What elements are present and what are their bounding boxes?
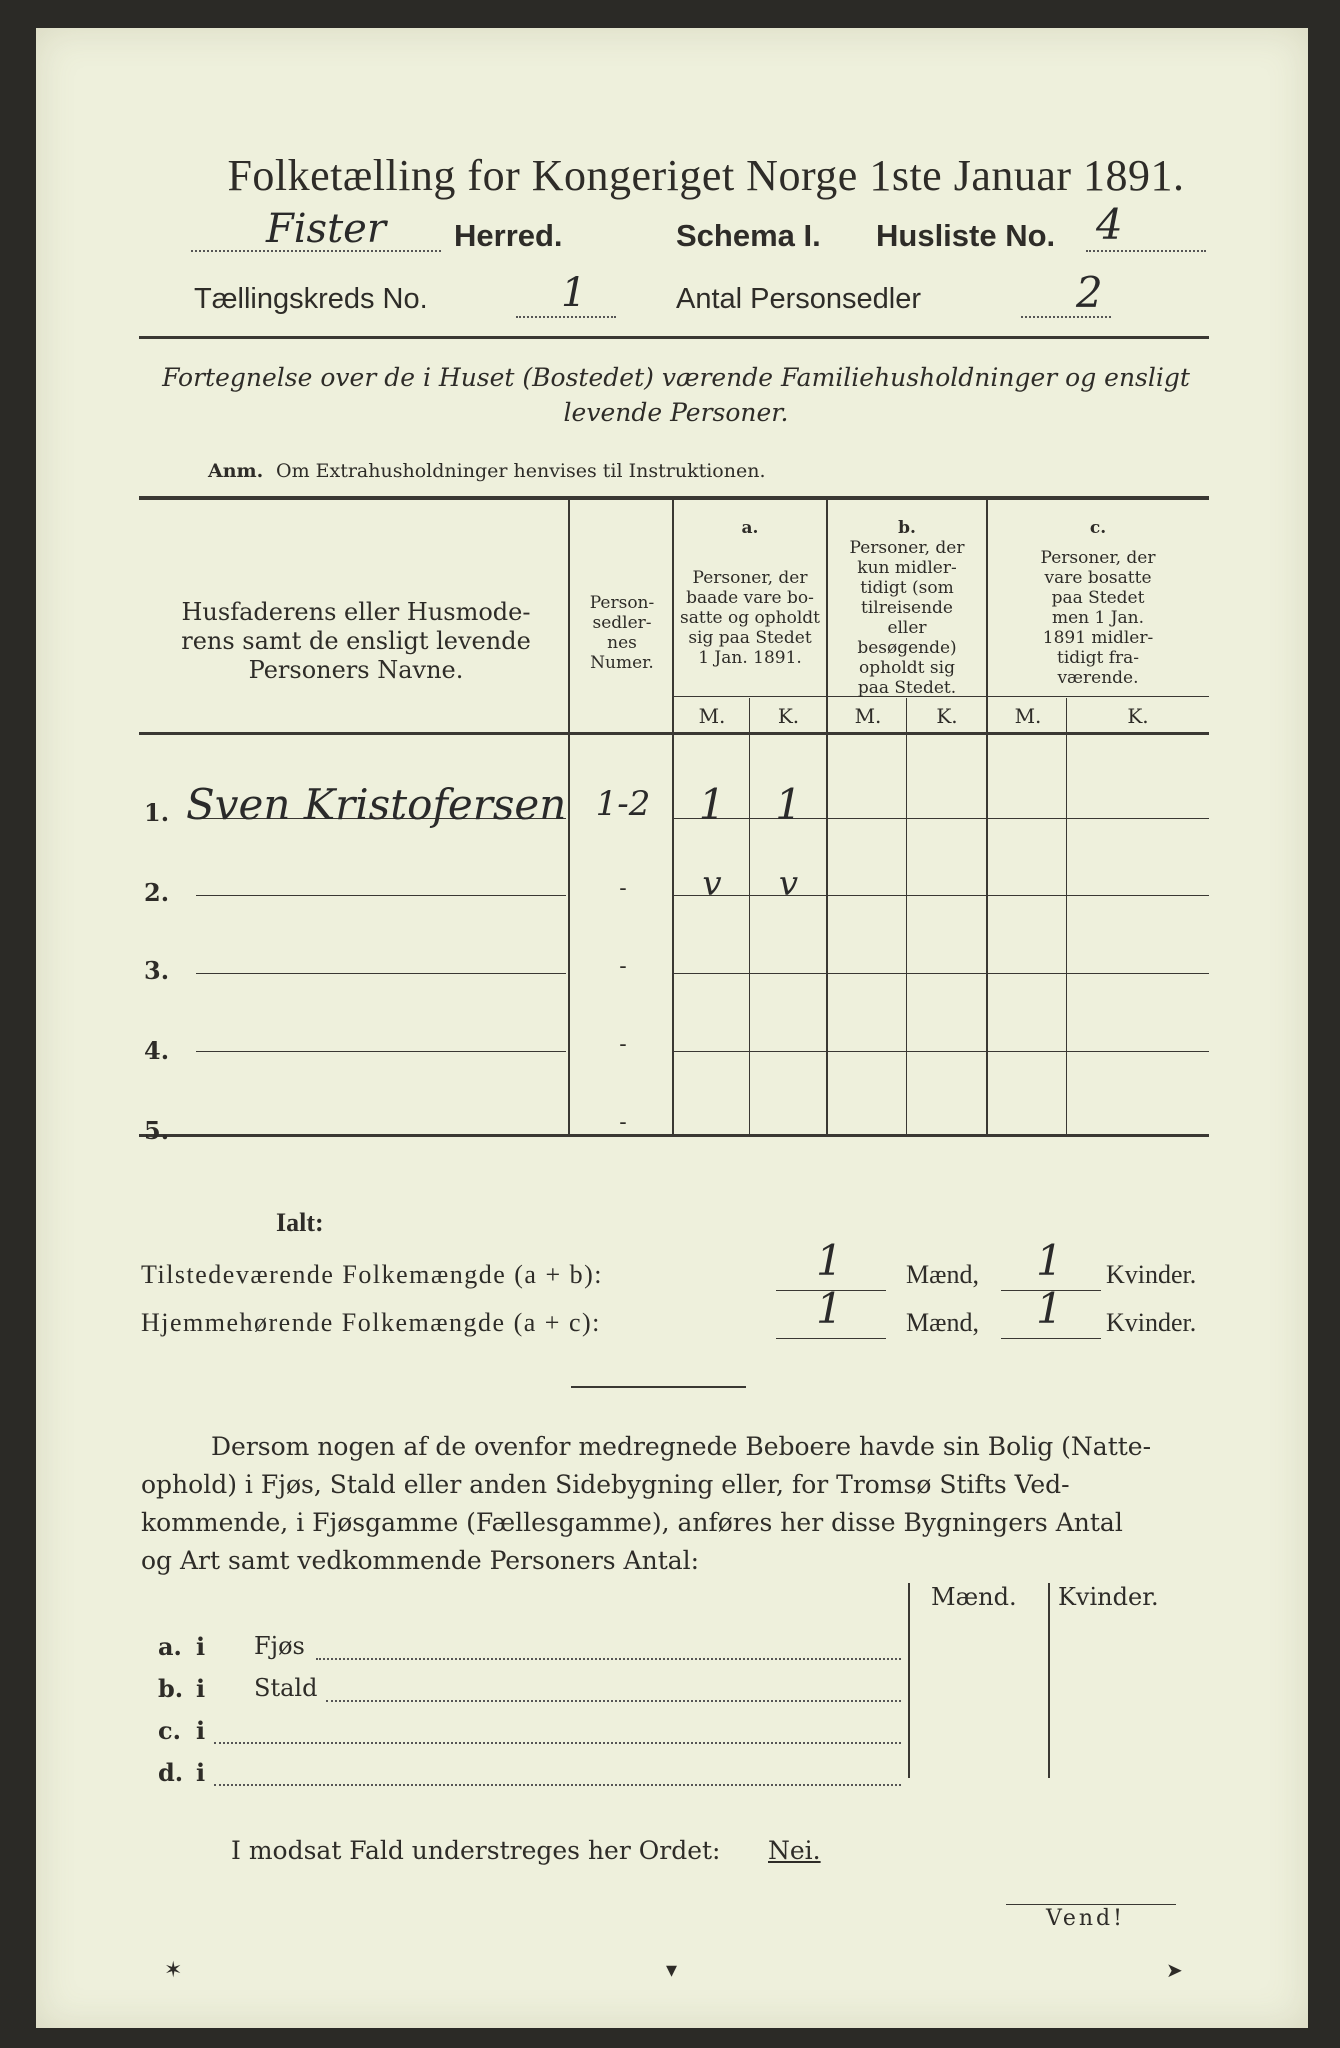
- col-num-header-l2: sedler-: [592, 613, 652, 633]
- row4-line-r: [674, 1051, 1209, 1052]
- row2-num: 2.: [144, 878, 170, 907]
- form-title: Folketælling for Kongeriget Norge 1ste Januar 1891.: [227, 151, 1185, 200]
- census-form-page: [36, 28, 1308, 2028]
- col-name-header-l1: Husfaderens eller Husmode-: [181, 598, 531, 626]
- col-c-header: [988, 548, 1208, 688]
- tilstede-k-value: 1: [1036, 1236, 1063, 1285]
- row1-num: 1.: [144, 798, 170, 827]
- table-bottom-rule: [139, 1134, 1209, 1137]
- row2-a-k: v: [778, 864, 799, 904]
- col-num-header-l1: Person-: [589, 593, 655, 613]
- para-line2: ophold) i Fjøs, Stald eller anden Sidebygning eller, for Tromsø Stifts Ved-: [141, 1470, 1070, 1499]
- item-d-prefix: i: [196, 1758, 206, 1787]
- corner-mark-right-icon: ➤: [1166, 1958, 1183, 1982]
- col-num-header-l4: Numer.: [590, 653, 654, 673]
- hjemme-kvinder: Kvinder.: [1106, 1308, 1197, 1337]
- col-a-header-l4: sig paa Stedet: [688, 628, 812, 648]
- row2-sedler: -: [619, 876, 627, 901]
- col-a-header: [674, 568, 826, 668]
- sidebygning-paragraph: [141, 1428, 1211, 1580]
- col-c-header-l5: 1891 midler-: [1042, 628, 1154, 648]
- row4-sedler: -: [619, 1032, 627, 1057]
- col-b-header-l1: Personer, der: [849, 538, 965, 558]
- hjemme-k-value: 1: [1036, 1284, 1063, 1333]
- col-c-header-l4: men 1 Jan.: [1051, 608, 1145, 628]
- sub-col-maend: Mænd.: [931, 1583, 1017, 1611]
- row3-line: [196, 973, 566, 974]
- col-a-letter: a.: [741, 518, 759, 538]
- col-b-header-l6: besøgende): [857, 638, 957, 658]
- col-b-header-l2: kun midler-: [857, 558, 957, 578]
- para-line4: og Art samt vedkommende Personers Antal:: [141, 1546, 700, 1575]
- para-line1: Dersom nogen af de ovenfor medregnede Beboere havde sin Bolig (Natte-: [211, 1432, 1152, 1461]
- item-c-dots: [214, 1742, 901, 1744]
- row3-num: 3.: [144, 956, 170, 985]
- item-b-letter: b.: [158, 1674, 184, 1703]
- sub-col-kvinder: Kvinder.: [1058, 1583, 1159, 1611]
- col-a-header-l2: baade vare bo-: [686, 588, 814, 608]
- col-a-header-l3: satte og opholdt: [680, 608, 820, 628]
- col-num-header: [574, 593, 670, 673]
- row5-num: 5.: [144, 1116, 170, 1145]
- col-divider-a-mk: [749, 698, 750, 1134]
- anm-text: Om Extrahusholdninger henvises til Instruktionen.: [276, 460, 766, 482]
- item-a-dots: [316, 1658, 901, 1660]
- row5-sedler: -: [619, 1110, 627, 1135]
- herred-label: Herred.: [454, 218, 563, 253]
- tilstede-m-value: 1: [816, 1236, 843, 1285]
- col-a-header-l5: 1 Jan. 1891.: [698, 648, 802, 668]
- item-d-letter: d.: [158, 1758, 184, 1787]
- c-m-label: M.: [1014, 704, 1042, 728]
- row3-line-r: [674, 973, 1209, 974]
- anm-label: Anm.: [208, 460, 264, 482]
- row1-name: Sven Kristofersen: [186, 780, 567, 829]
- corner-mark-left-icon: ✶: [164, 1958, 183, 1983]
- header-rule: [139, 336, 1209, 339]
- item-a-prefix: i: [196, 1632, 206, 1661]
- col-b-header-l8: paa Stedet.: [857, 678, 957, 698]
- col-divider-c-mk: [1066, 698, 1067, 1134]
- item-c-letter: c.: [158, 1716, 181, 1745]
- antal-value: 2: [1076, 268, 1103, 317]
- col-c-header-l3: paa Stedet: [1051, 588, 1145, 608]
- row4-line: [196, 1051, 566, 1052]
- para-line3: kommende, i Fjøsgamme (Fællesgamme), anføres her disse Bygningers Antal: [141, 1508, 1123, 1537]
- item-b-prefix: i: [196, 1674, 206, 1703]
- col-divider-b-mk: [906, 698, 907, 1134]
- section-divider: [571, 1386, 746, 1388]
- col-name-header-l3: Personers Navne.: [248, 656, 464, 684]
- sub-divider-1: [908, 1583, 910, 1778]
- table-header-rule: [139, 732, 1209, 735]
- col-c-header-l7: værende.: [1057, 668, 1139, 688]
- col-b-header-l3: tidigt (som: [860, 578, 954, 598]
- schema-label: Schema I.: [676, 218, 821, 253]
- kreds-dotline: [516, 316, 616, 318]
- vend-rule: [1006, 1904, 1176, 1905]
- tilstede-label: Tilstedeværende Folkemængde (a + b):: [141, 1260, 603, 1289]
- bottom-center-mark-icon: ▾: [666, 1958, 678, 1983]
- col-b-letter: b.: [898, 518, 916, 538]
- kreds-value: 1: [561, 270, 587, 316]
- hjemme-k-line: [1001, 1338, 1101, 1339]
- col-c-header-l1: Personer, der: [1040, 548, 1156, 568]
- c-k-label: K.: [1127, 704, 1149, 728]
- item-a-letter: a.: [158, 1632, 182, 1661]
- item-c-prefix: i: [196, 1716, 206, 1745]
- col-b-header-l7: opholdt sig: [859, 658, 955, 678]
- item-b-name: Stald: [254, 1674, 318, 1702]
- col-b-header-l4: tilreisende: [860, 598, 953, 618]
- item-a-name: Fjøs: [254, 1632, 305, 1660]
- intro-line2: levende Personer.: [563, 398, 789, 427]
- row1-sedler: 1-2: [595, 784, 651, 824]
- husliste-value: 4: [1096, 200, 1123, 249]
- intro-line1: Fortegnelse over de i Huset (Bostedet) værende Familiehusholdninger og ensligt: [162, 363, 1190, 392]
- hjemme-m-value: 1: [816, 1284, 843, 1333]
- modsat-text: I modsat Fald understreges her Ordet:: [231, 1836, 721, 1865]
- vend-text: Vend!: [1046, 1906, 1125, 1931]
- ialt-label: Ialt:: [276, 1208, 324, 1237]
- antal-label: Antal Personsedler: [676, 283, 922, 315]
- row2-line: [196, 895, 566, 896]
- row1-a-k: 1: [775, 780, 802, 829]
- item-d-dots: [214, 1784, 901, 1786]
- row4-num: 4.: [144, 1036, 170, 1065]
- hjemme-maend: Mænd,: [906, 1308, 979, 1337]
- b-m-label: M.: [854, 704, 882, 728]
- tilstede-maend: Mænd,: [906, 1260, 979, 1289]
- row2-a-m: v: [702, 864, 722, 904]
- herred-value: Fister: [266, 206, 386, 252]
- col-c-letter: c.: [1089, 518, 1107, 538]
- col-b-header: [828, 538, 986, 698]
- tilstede-kvinder: Kvinder.: [1106, 1260, 1197, 1289]
- col-divider-name: [568, 500, 570, 1134]
- col-b-header-l5: eller: [887, 618, 927, 638]
- hjemme-label: Hjemmehørende Folkemængde (a + c):: [141, 1308, 601, 1337]
- col-c-header-l6: tidigt fra-: [1056, 648, 1139, 668]
- row1-a-m: 1: [698, 780, 726, 829]
- table-top-rule: [139, 496, 1209, 500]
- b-k-label: K.: [936, 704, 958, 728]
- husliste-dotline: [1086, 250, 1206, 252]
- col-name-header: [146, 598, 566, 685]
- hjemme-m-line: [776, 1338, 886, 1339]
- a-m-label: M.: [698, 704, 726, 728]
- a-k-label: K.: [777, 704, 800, 728]
- kreds-label: Tællingskreds No.: [194, 283, 428, 315]
- husliste-label: Husliste No.: [876, 218, 1056, 253]
- col-num-header-l3: nes: [607, 633, 637, 653]
- col-name-header-l2: rens samt de ensligt levende: [181, 627, 531, 655]
- row3-sedler: -: [619, 954, 627, 979]
- nei-word: Nei.: [768, 1836, 821, 1865]
- sub-divider-2: [1048, 1583, 1050, 1778]
- col-c-header-l2: vare bosatte: [1044, 568, 1152, 588]
- item-b-dots: [326, 1700, 901, 1702]
- col-a-header-l1: Personer, der: [692, 568, 808, 588]
